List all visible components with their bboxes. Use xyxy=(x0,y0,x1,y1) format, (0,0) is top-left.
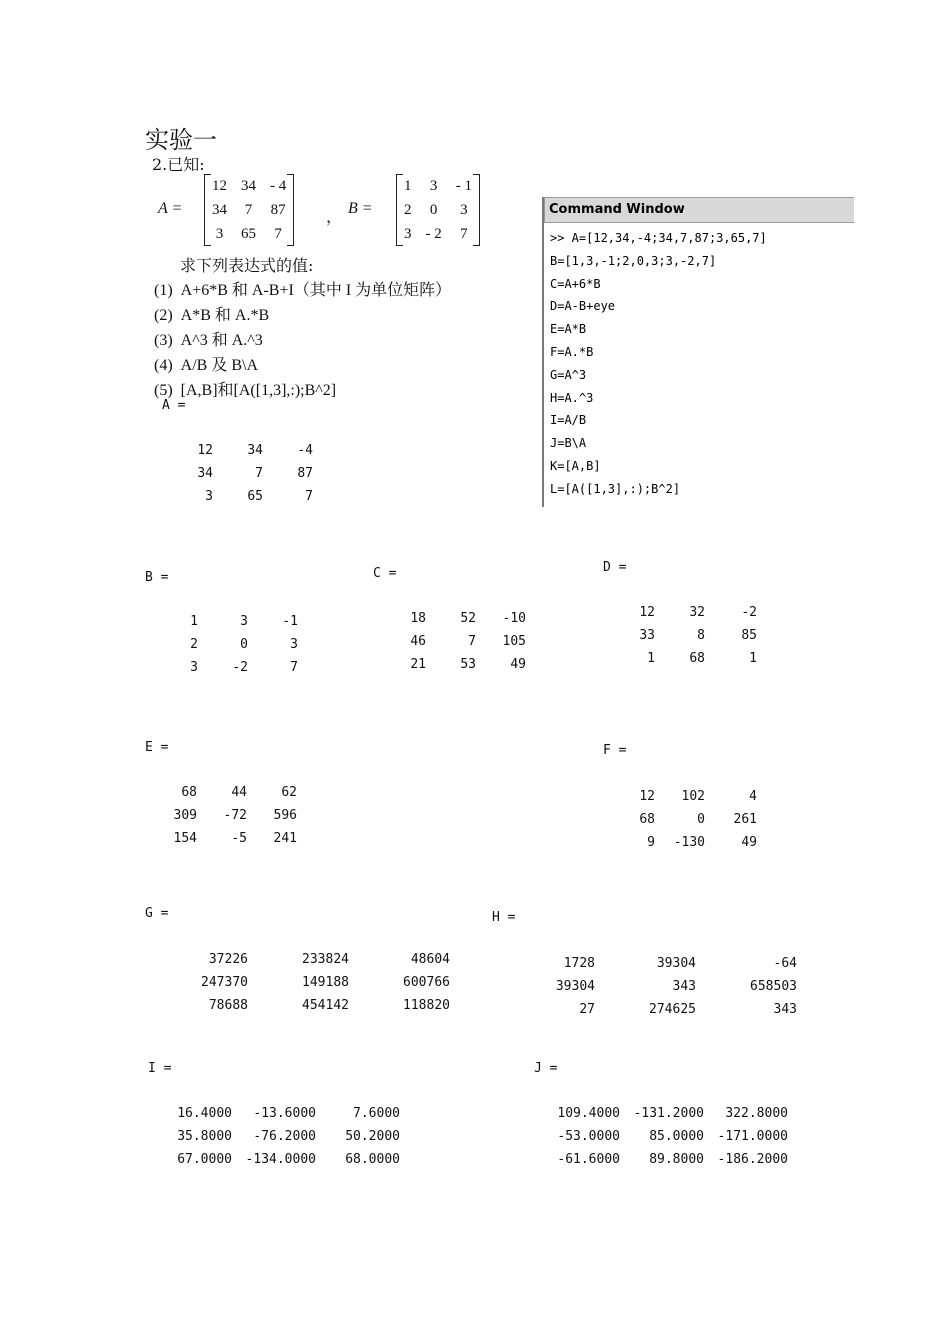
output-cell: 85.0000 xyxy=(649,1129,704,1144)
question-number: (3) xyxy=(154,332,173,349)
matrix-b-row xyxy=(397,222,479,246)
output-cell: 3 xyxy=(190,660,198,675)
output-e-matrix xyxy=(170,781,297,850)
matrix-a-row xyxy=(205,174,293,198)
question-item xyxy=(154,352,258,375)
output-row xyxy=(170,1125,400,1148)
matrix-cell: 3 xyxy=(215,225,224,242)
question-number: (1) xyxy=(154,282,173,299)
output-cell: -1 xyxy=(282,614,298,629)
matrix-a-label: A = xyxy=(158,200,183,217)
output-cell: 53 xyxy=(460,657,476,672)
output-cell: -5 xyxy=(231,831,247,846)
matrix-b-label: B = xyxy=(348,200,373,217)
output-cell: 67.0000 xyxy=(177,1152,232,1167)
output-cell: 3 xyxy=(205,489,213,504)
output-cell: 37226 xyxy=(208,952,248,967)
output-cell: 343 xyxy=(672,979,696,994)
output-row xyxy=(185,485,313,508)
output-i-matrix xyxy=(170,1102,400,1171)
command-line: >> A=[12,34,-4;34,7,87;3,65,7] xyxy=(550,231,767,245)
output-cell: 600766 xyxy=(403,975,450,990)
matrix-cell: 7 xyxy=(274,225,282,242)
output-cell: 16.4000 xyxy=(177,1106,232,1121)
matrix-cell: 3 xyxy=(460,201,468,218)
command-line: C=A+6*B xyxy=(550,276,601,291)
matrix-cell: 12 xyxy=(212,177,227,194)
output-cell: 1 xyxy=(749,651,757,666)
question-item xyxy=(154,277,451,300)
output-cell: 12 xyxy=(197,443,213,458)
output-row xyxy=(550,1125,788,1148)
command-line: G=A^3 xyxy=(550,367,587,382)
output-cell: 274625 xyxy=(649,1002,696,1017)
output-cell: -13.6000 xyxy=(253,1106,316,1121)
given-label: 2.已知: xyxy=(152,155,205,174)
output-cell: -131.2000 xyxy=(633,1106,704,1121)
matrix-a-row xyxy=(205,198,293,222)
command-line: B=[1,3,-1;2,0,3;3,-2,7] xyxy=(550,253,717,268)
command-window xyxy=(542,197,854,507)
output-row xyxy=(630,647,757,670)
output-cell: 48604 xyxy=(410,952,450,967)
output-cell: 44 xyxy=(231,785,247,800)
output-cell: -4 xyxy=(297,443,313,458)
matrix-cell: 3 xyxy=(404,225,412,242)
output-cell: 241 xyxy=(273,831,297,846)
output-cell: -186.2000 xyxy=(717,1152,788,1167)
output-cell: 12 xyxy=(639,605,655,620)
output-cell: 78688 xyxy=(208,998,248,1013)
matrix-cell: 1 xyxy=(404,177,412,194)
output-cell: 7 xyxy=(468,634,476,649)
output-g-matrix xyxy=(190,948,450,1017)
output-cell: 309 xyxy=(173,808,197,823)
output-row xyxy=(545,998,797,1021)
command-window-content xyxy=(544,223,854,501)
output-b-matrix xyxy=(180,610,298,679)
output-cell: 50.2000 xyxy=(345,1129,400,1144)
output-cell: 18 xyxy=(410,611,426,626)
output-a-label: A = xyxy=(162,398,186,413)
output-cell: 49 xyxy=(510,657,526,672)
output-cell: 343 xyxy=(773,1002,797,1017)
output-cell: 102 xyxy=(681,789,705,804)
output-cell: 7 xyxy=(305,489,313,504)
output-cell: 454142 xyxy=(302,998,349,1013)
output-cell: 149188 xyxy=(302,975,349,990)
question-text: A/B 及 B\A xyxy=(180,357,259,374)
question-item xyxy=(154,377,336,400)
question-text: A^3 和 A.^3 xyxy=(180,332,263,349)
question-item xyxy=(154,302,269,325)
output-cell: 34 xyxy=(197,466,213,481)
output-row xyxy=(400,607,526,630)
output-row xyxy=(170,827,297,850)
output-cell: 8 xyxy=(697,628,705,643)
output-row xyxy=(550,1148,788,1171)
matrix-b-row xyxy=(397,198,479,222)
task-prompt: 求下列表达式的值: xyxy=(180,256,314,275)
output-row xyxy=(190,948,450,971)
command-window-title: Command Window xyxy=(544,197,854,223)
output-cell: 658503 xyxy=(750,979,797,994)
output-row xyxy=(545,952,797,975)
output-cell: 68 xyxy=(181,785,197,800)
output-cell: 49 xyxy=(741,835,757,850)
output-cell: 1 xyxy=(647,651,655,666)
output-row xyxy=(545,975,797,998)
output-cell: 596 xyxy=(273,808,297,823)
output-cell: 2 xyxy=(190,637,198,652)
output-cell: 4 xyxy=(749,789,757,804)
output-cell: -134.0000 xyxy=(245,1152,316,1167)
output-d-matrix xyxy=(630,601,757,670)
output-cell: 87 xyxy=(297,466,313,481)
output-row xyxy=(630,624,757,647)
output-d-label: D = xyxy=(603,560,627,575)
output-cell: 39304 xyxy=(656,956,696,971)
matrix-b-row xyxy=(397,174,479,198)
output-j-label: J = xyxy=(534,1061,558,1076)
output-cell: 68 xyxy=(689,651,705,666)
output-cell: -53.0000 xyxy=(557,1129,620,1144)
output-row xyxy=(180,610,298,633)
output-cell: 62 xyxy=(281,785,297,800)
command-line: F=A.*B xyxy=(550,344,594,359)
question-number: (4) xyxy=(154,357,173,374)
output-row xyxy=(630,808,757,831)
output-cell: 1728 xyxy=(563,956,595,971)
output-cell: 32 xyxy=(689,605,705,620)
output-row xyxy=(180,656,298,679)
output-f-matrix xyxy=(630,785,757,854)
question-text: [A,B]和[A([1,3],:);B^2] xyxy=(180,382,337,399)
output-cell: -130 xyxy=(673,835,705,850)
matrix-a xyxy=(204,174,294,246)
command-line: H=A.^3 xyxy=(550,390,594,405)
matrix-cell: 7 xyxy=(460,225,468,242)
output-f-label: F = xyxy=(603,743,627,758)
output-cell: 85 xyxy=(741,628,757,643)
output-cell: -72 xyxy=(223,808,247,823)
output-cell: -76.2000 xyxy=(253,1129,316,1144)
matrix-cell: - 4 xyxy=(270,177,287,194)
output-row xyxy=(170,804,297,827)
output-cell: 0 xyxy=(697,812,705,827)
output-cell: 3 xyxy=(240,614,248,629)
output-cell: 154 xyxy=(173,831,197,846)
matrix-cell: 2 xyxy=(404,201,412,218)
output-cell: 89.8000 xyxy=(649,1152,704,1167)
output-row xyxy=(170,1148,400,1171)
output-row xyxy=(630,785,757,808)
output-cell: 105 xyxy=(502,634,526,649)
output-row xyxy=(185,462,313,485)
output-cell: 27 xyxy=(579,1002,595,1017)
output-h-label: H = xyxy=(492,910,516,925)
matrix-cell: 34 xyxy=(212,201,227,218)
command-line: D=A-B+eye xyxy=(550,299,616,314)
output-g-label: G = xyxy=(145,906,169,921)
output-cell: 233824 xyxy=(302,952,349,967)
output-cell: 7.6000 xyxy=(353,1106,400,1121)
output-cell: -2 xyxy=(232,660,248,675)
output-e-label: E = xyxy=(145,740,169,755)
matrix-cell: 7 xyxy=(244,201,253,218)
output-cell: 0 xyxy=(240,637,248,652)
matrix-cell: 3 xyxy=(429,177,438,194)
output-cell: 21 xyxy=(410,657,426,672)
matrix-cell: 87 xyxy=(270,201,286,218)
output-cell: 261 xyxy=(733,812,757,827)
command-line: K=[A,B] xyxy=(550,458,601,473)
output-cell: 118820 xyxy=(403,998,450,1013)
output-row xyxy=(550,1102,788,1125)
matrix-a-row xyxy=(205,222,293,246)
output-row xyxy=(170,781,297,804)
output-i-label: I = xyxy=(148,1061,172,1076)
command-line: L=[A([1,3],:);B^2] xyxy=(550,481,681,496)
output-cell: 65 xyxy=(247,489,263,504)
output-cell: 68.0000 xyxy=(345,1152,400,1167)
output-cell: -2 xyxy=(741,605,757,620)
question-number: (2) xyxy=(154,307,173,324)
output-row xyxy=(400,630,526,653)
question-text: A+6*B 和 A-B+I（其中 I 为单位矩阵） xyxy=(180,282,452,299)
output-cell: 35.8000 xyxy=(177,1129,232,1144)
output-cell: 34 xyxy=(247,443,263,458)
output-cell: -61.6000 xyxy=(557,1152,620,1167)
matrix-cell: - 2 xyxy=(425,225,442,242)
question-item xyxy=(154,327,263,350)
output-c-matrix xyxy=(400,607,526,676)
output-row xyxy=(400,653,526,676)
matrix-cell: 65 xyxy=(241,225,256,242)
output-cell: 247370 xyxy=(201,975,248,990)
command-line: I=A/B xyxy=(550,413,587,428)
matrix-cell: 0 xyxy=(429,201,438,218)
output-row xyxy=(170,1102,400,1125)
page-title: 实验一 xyxy=(145,126,217,154)
output-cell: -171.0000 xyxy=(717,1129,788,1144)
output-row xyxy=(630,601,757,624)
output-cell: -64 xyxy=(773,956,797,971)
matrix-cell: - 1 xyxy=(455,177,472,194)
question-number: (5) xyxy=(154,382,173,399)
output-cell: 33 xyxy=(639,628,655,643)
output-cell: 109.4000 xyxy=(557,1106,620,1121)
output-cell: 7 xyxy=(290,660,298,675)
matrix-b xyxy=(396,174,480,246)
matrix-cell: 34 xyxy=(241,177,256,194)
matrix-separator: ， xyxy=(326,209,343,226)
output-row xyxy=(190,994,450,1017)
output-cell: 12 xyxy=(639,789,655,804)
output-cell: 68 xyxy=(639,812,655,827)
output-a-matrix xyxy=(185,439,313,508)
output-cell: 1 xyxy=(190,614,198,629)
output-j-matrix xyxy=(550,1102,788,1171)
output-row xyxy=(180,633,298,656)
command-line: J=B\A xyxy=(550,436,587,451)
output-cell: -10 xyxy=(502,611,526,626)
output-h-matrix xyxy=(545,952,797,1021)
output-cell: 9 xyxy=(647,835,655,850)
output-row xyxy=(630,831,757,854)
output-cell: 39304 xyxy=(555,979,595,994)
output-b-label: B = xyxy=(145,570,169,585)
output-cell: 46 xyxy=(410,634,426,649)
output-row xyxy=(185,439,313,462)
output-cell: 7 xyxy=(255,466,263,481)
output-c-label: C = xyxy=(373,566,397,581)
output-cell: 3 xyxy=(290,637,298,652)
output-cell: 322.8000 xyxy=(725,1106,788,1121)
command-line: E=A*B xyxy=(550,322,587,337)
question-text: A*B 和 A.*B xyxy=(180,307,270,324)
output-cell: 52 xyxy=(460,611,476,626)
output-row xyxy=(190,971,450,994)
